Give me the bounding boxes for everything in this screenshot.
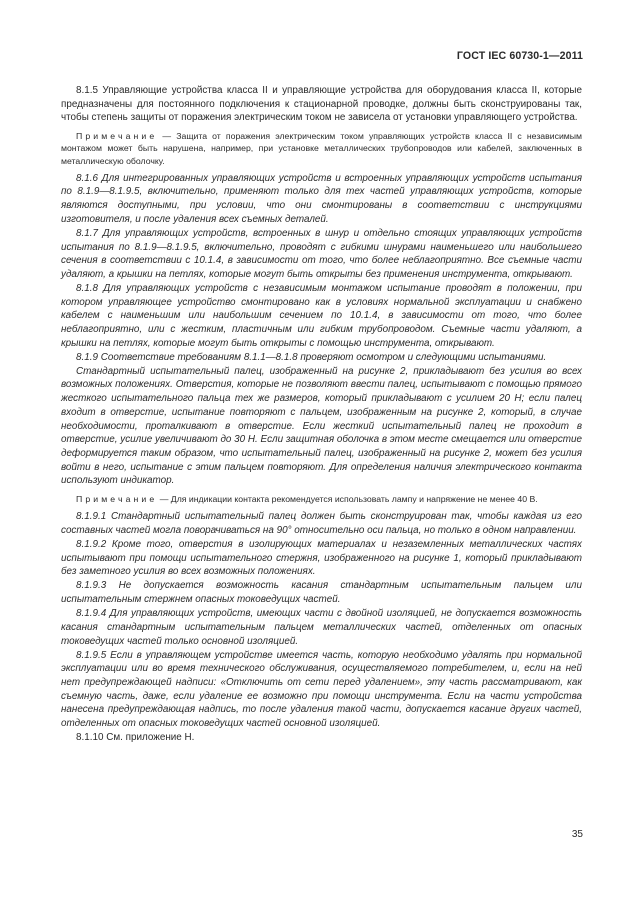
clause-8-1-9: 8.1.9 Соответствие требованиям 8.1.1—8.1.8 проверяют осмотром и следующими испытаниями.: [76, 351, 547, 363]
clause-8-1-10: 8.1.10 См. приложение Н.: [76, 732, 195, 744]
clause-8-1-9-4: 8.1.9.4 Для управляющих устройств, имеющих части с двойной изоляцией, не допускается возможность касания стандартным испытательным пальцем металлических частей, отделенных от опасных токоведущих частей только основной изоляцией.: [61, 608, 582, 647]
clause-8-1-6: 8.1.6 Для интегрированных управляющих устройств и встроенных управляющих устройств испытания по 8.1.9—8.1.9.5, включительно, применяют только для тех частей управляющих устройств, которые являются доступными, при условии, что они смонтированы в соответствии с инструкциями изготовителя, и после удаления всех съемных деталей.: [61, 172, 582, 225]
clause-8-1-5: 8.1.5 Управляющие устройства класса II и управляющие устройства для оборудования класса II, которые предназначены для постоянного подключения к стационарной проводке, должны быть сконструированы так, чтобы степень защиты от поражения электрическим током не зависела от установки управляющего устройства.: [61, 85, 582, 124]
note-2-label: Примечание: [76, 494, 158, 505]
clause-8-1-9-3: 8.1.9.3 Не допускается возможность касания стандартным испытательным пальцем или испытательным стержнем опасных токоведущих частей.: [61, 580, 582, 606]
note-1-text: — Защита от поражения электрическим током управляющих устройств класса II с независимым монтажом может быть нарушена, например, при установке металлических трубопроводов или кабелей, заключенных в металлическую оболочку.: [61, 131, 582, 166]
page-number: 35: [571, 829, 583, 840]
clause-8-1-9-2: 8.1.9.2 Кроме того, отверстия в изолирующих материалах и незаземленных металлических частях испытывают при помощи испытательного стержня, изображенного на рисунке 1, который прикладывают без заметного усилия во всех возможных положениях.: [61, 538, 582, 578]
note-2-text: — Для индикации контакта рекомендуется использовать лампу и напряжение не менее 40 В.: [157, 494, 538, 505]
note-1-label: Примечание: [76, 131, 158, 142]
clause-8-1-9-5: 8.1.9.5 Если в управляющем устройстве имеется часть, которую необходимо удалять при нормальной эксплуатации или во время технического обслуживания, осуществляемого потребителем, и, если на ней нет предупреждающей надписи: «Отключить от сети перед удалением», эту часть рассматривают, как съемную часть, даже, если удаление ее возможно при помощи инструмента. Если на части устройства нанесена предупреждающая надпись, то после удаления такой части, допускается касание других частей, отделенных от опасных токоведущих частей основной изоляцией.: [61, 649, 582, 730]
document-header: ГОСТ IEC 60730-1—2011: [456, 50, 583, 62]
document-body: [61, 84, 582, 745]
clause-8-1-7: 8.1.7 Для управляющих устройств, встроенных в шнур и отдельно стоящих управляющих устройств испытания по 8.1.9—8.1.9.5, включительно, проводят с гибкими шнурами наименьшего или наибольшего сечения в соответствии с 10.1.4, в зависимости от того, что более неблагоприятно. Все съемные части удаляют, а крышки на петлях, которые могут быть открыты без применения инструмента, открывают.: [61, 227, 582, 280]
clause-8-1-8: 8.1.8 Для управляющих устройств с независимым монтажом испытание проводят в положении, при котором управляющее устройство смонтировано как в условиях нормальной эксплуатации и снабжено кабелем с наименьшим или наибольшим сечением по 10.1.4, в зависимости от того, что более неблагоприятно, или с жестким, пластичным или гибким трубопроводом. Съемные части удаляют, а крышки на петлях, которые могут быть открыты с помощью инструмента, открывают.: [61, 282, 582, 349]
note-1: [61, 130, 582, 167]
note-2: [61, 493, 582, 505]
clause-8-1-9-1: 8.1.9.1 Стандартный испытательный палец должен быть сконструирован так, чтобы каждая из его составных частей могла поворачиваться на 90° относительно оси пальца, но только в одном направлении.: [61, 511, 582, 536]
standard-finger-test: Стандартный испытательный палец, изображенный на рисунке 2, прикладывают без усилия во всех возможных положениях. Отверстия, которые не позволяют ввести палец, испытывают с помощью прямого жесткого испытательного пальца тех же размеров, который прикладывают с усилием 20 Н; если палец входит в отверстие, испытание повторяют с пальцем, изображенным на рисунке 2, который, в случае необходимости, проталкивают в отверстие. Если жесткий испытательный палец не проходит в отверстие, усилие увеличивают до 30 Н. Если защитная оболочка в этом месте смещается или отверстие деформируется таким образом, что испытательный палец, изображенный на рисунке 2, может без усилия войти в него, испытание с этим пальцем повторяют. Для определения наличия электрического контакта используют индикатор.: [61, 365, 582, 487]
